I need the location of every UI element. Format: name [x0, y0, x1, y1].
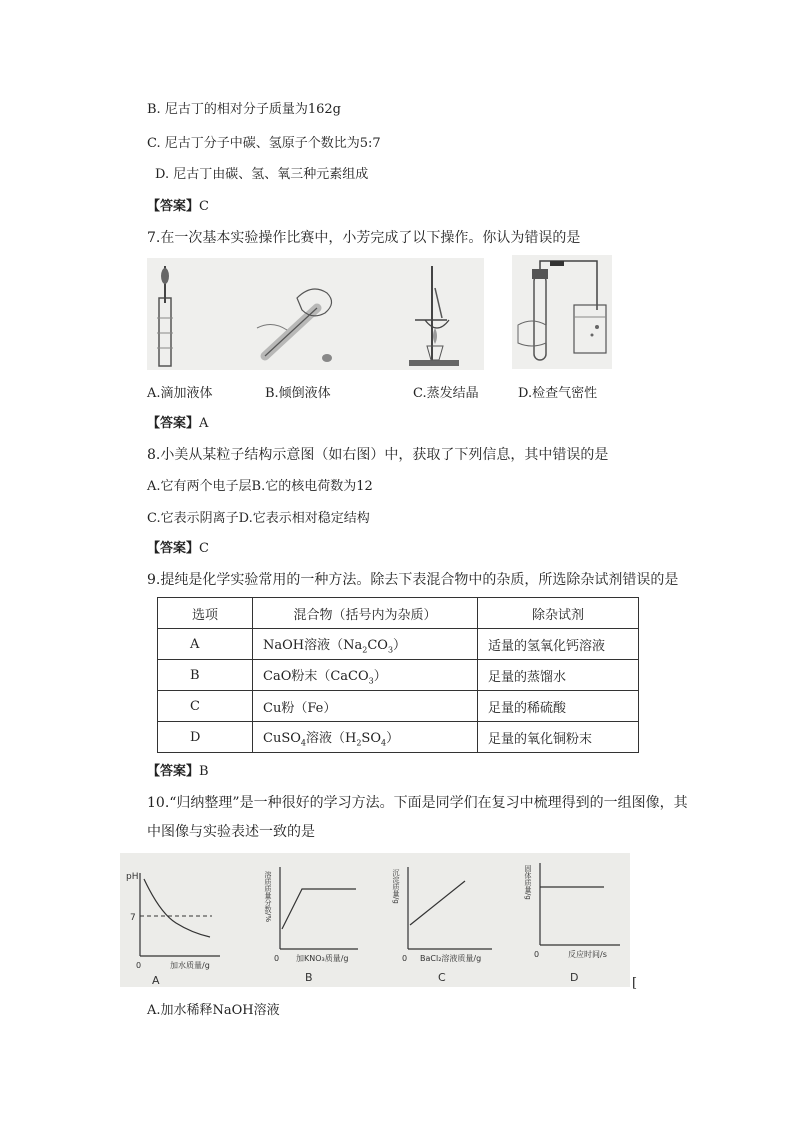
graph-b-ylabel: 溶质质量分数/%	[264, 871, 272, 923]
q8-stem: 8.小美从某粒子结构示意图（如右图）中，获取了下列信息，其中错误的是	[147, 447, 609, 463]
q9-options-table	[157, 597, 639, 753]
graph-a-xlabel: 加水质量/g	[170, 961, 210, 970]
q10-stem-line2: 中图像与实验表述一致的是	[147, 824, 315, 840]
answer-label: 【答案】	[147, 764, 200, 779]
q10-option-a: A.加水稀释NaOH溶液	[147, 1003, 280, 1018]
graph-c-xlabel: BaCl₂溶液质量/g	[420, 954, 482, 963]
row-reagent: 足量的氧化铜粉末	[478, 722, 639, 753]
answer-label: 【答案】	[147, 416, 200, 431]
graph-a-letter: A	[152, 974, 160, 987]
row-option: D	[158, 722, 253, 753]
q7-label-a: A.滴加液体	[147, 386, 213, 401]
graph-b-xlabel: 加KNO₃质量/g	[296, 954, 349, 963]
row-mixture: CuSO$_4$溶液$(H_2SO_4)$	[253, 722, 478, 753]
row-mixture: CaO粉末（CaCO$_3$）	[253, 660, 478, 691]
answer-label: 【答案】	[147, 541, 200, 556]
answer-value: B	[199, 764, 209, 779]
graph-a-ref: 7	[130, 913, 136, 923]
graph-b-letter: B	[305, 971, 313, 984]
q6-option-c: C. 尼古丁分子中碳、氢原子个数比为5:7	[147, 136, 381, 151]
q9-answer	[147, 763, 209, 781]
answer-value: A	[199, 416, 209, 431]
row-reagent: 足量的蒸馏水	[478, 660, 639, 691]
header-mixture: 混合物（括号内为杂质）	[253, 598, 478, 629]
table-row	[158, 660, 639, 691]
q7-experiment-photo-d	[512, 255, 612, 369]
q8-answer	[147, 540, 209, 558]
stray-bracket: [	[632, 976, 638, 991]
q7-stem: 7.在一次基本实验操作比赛中，小芳完成了以下操作。你认为错误的是	[147, 230, 581, 246]
graph-d-xlabel: 反应时间/s	[568, 950, 607, 959]
q6-option-b: B. 尼古丁的相对分子质量为162g	[147, 102, 341, 117]
graph-d-ylabel: 固体质量/g	[524, 865, 532, 900]
graph-a-origin: 0	[136, 961, 142, 970]
q8-options-line1: A.它有两个电子层B.它的核电荷数为12	[147, 479, 373, 494]
graph-d-origin: 0	[534, 950, 540, 959]
q10-stem-line1: 10.“归纳整理”是一种很好的学习方法。下面是同学们在复习中梳理得到的一组图像，其	[147, 795, 688, 811]
graph-c-letter: C	[438, 971, 446, 984]
q6-option-d: D. 尼古丁由碳、氢、氧三种元素组成	[155, 167, 369, 182]
answer-value: C	[199, 199, 209, 214]
graph-a-ylabel: pH	[126, 872, 139, 882]
q7-label-b: B.倾倒液体	[265, 386, 331, 401]
q7-answer	[147, 415, 208, 433]
answer-label: 【答案】	[147, 199, 200, 214]
table-row	[158, 691, 639, 722]
graph-d-letter: D	[570, 971, 579, 984]
graph-c-ylabel: 沉淀质量/g	[392, 869, 400, 904]
graph-b-origin: 0	[274, 954, 280, 963]
q8-options-line2: C.它表示阴离子D.它表示相对稳定结构	[147, 511, 370, 526]
row-reagent: 足量的稀硫酸	[478, 691, 639, 722]
row-mixture: NaOH溶液$(Na_2CO_3)$	[253, 629, 478, 660]
row-option: C	[158, 691, 253, 722]
row-option: A	[158, 629, 253, 660]
table-row	[158, 629, 639, 660]
row-reagent: 适量的氢氧化钙溶液	[478, 629, 639, 660]
table-header-row	[158, 598, 639, 629]
row-option: B	[158, 660, 253, 691]
row-mixture: Cu粉（Fe）	[253, 691, 478, 722]
q7-label-c: C.蒸发结晶	[413, 386, 479, 401]
header-option: 选项	[158, 598, 253, 629]
q10-graphs-photo	[120, 853, 630, 987]
q7-experiment-photo-abc	[147, 258, 484, 370]
graph-c-origin: 0	[402, 954, 408, 963]
answer-value: C	[199, 541, 209, 556]
q6-answer	[147, 198, 209, 216]
header-reagent: 除杂试剂	[478, 598, 639, 629]
table-row	[158, 722, 639, 753]
q7-label-d: D.检查气密性	[518, 386, 598, 401]
q9-stem: 9.提纯是化学实验常用的一种方法。除去下表混合物中的杂质，所选除杂试剂错误的是	[147, 572, 679, 588]
